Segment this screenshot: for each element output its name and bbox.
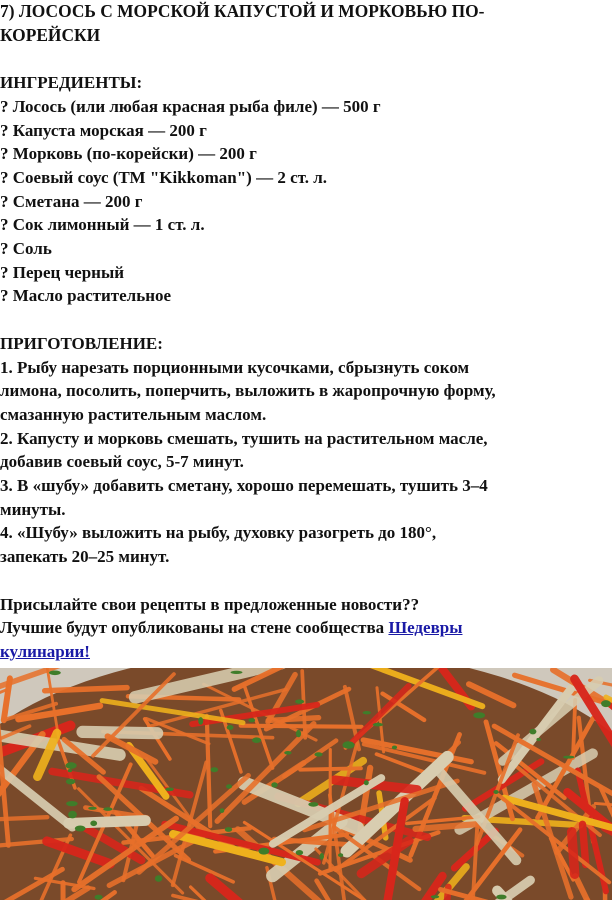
vegetable-strip [241,726,362,727]
salad-photo [0,668,612,900]
salad-photo-illustration [0,668,612,900]
recipe-title-line-2: КОРЕЙСКИ [0,24,101,45]
herb-leaf [431,895,439,898]
preparation-line: лимона, посолить, поперчить, выложить в жаропрочную форму, [0,381,496,401]
herb-leaf [473,712,485,718]
vegetable-strip [573,700,575,758]
herb-leaf [225,827,232,832]
herb-leaf [66,762,77,769]
herb-leaf [373,723,383,727]
preparation-line: запекать 20–25 минут. [0,547,170,567]
herb-leaf [95,895,103,900]
blank-line [0,308,612,332]
preparation-heading: ПРИГОТОВЛЕНИЕ: [0,333,163,353]
herb-leaf [220,808,225,813]
herb-leaf [496,895,506,900]
herb-leaf [75,826,86,832]
herb-leaf [155,875,162,882]
salad-base [0,668,612,900]
herb-leaf [252,737,261,743]
preparation-line: 2. Капусту и морковь смешать, тушить на растительном масле, [0,428,488,448]
herb-leaf [198,717,203,725]
vegetable-strip [45,688,127,691]
herb-leaf [49,671,61,676]
herb-leaf [231,671,243,674]
preparation-line: 1. Рыбу нарезать порционными кусочками, сбрызнуть соком [0,357,470,377]
herb-leaf [343,741,355,749]
herb-leaf [392,746,397,750]
community-link[interactable]: Шедевры [388,618,463,638]
blank-line [0,47,612,71]
herb-leaf [66,801,78,806]
herb-leaf [338,853,343,857]
ingredient-item: ? Сок лимонный — 1 ст. л. [0,215,205,235]
herb-leaf [88,807,97,810]
herb-leaf [227,725,234,730]
preparation-line: 4. «Шубу» выложить на рыбу, духовку разогреть до 180°, [0,523,437,543]
preparation-line: минуты. [0,499,66,519]
herb-leaf [308,802,318,807]
vegetable-strip [583,824,586,864]
herb-leaf [493,790,498,794]
ingredient-item: ? Соевый соус (ТМ "Kikkoman") — 2 ст. л. [0,167,327,187]
preparation-line: добавив соевый соус, 5-7 минут. [0,452,244,472]
footer-community-text: Лучшие будут опубликованы на стене сообщества [0,618,389,638]
herb-leaf [165,788,174,792]
herb-leaf [284,751,291,755]
herb-leaf [90,821,97,827]
preparation-line: смазанную растительным маслом. [0,404,267,424]
community-link-continued[interactable]: кулинарии! [0,641,90,661]
herb-leaf [363,711,371,714]
ingredient-item: ? Соль [0,239,52,259]
herb-leaf [103,807,112,811]
footer-invite-line: Присылайте свои рецепты в предложенные новости?? [0,594,420,614]
ingredient-item: ? Сметана — 200 г [0,191,143,211]
herb-leaf [364,780,369,785]
herb-leaf [529,729,536,735]
herb-leaf [563,756,574,759]
herb-leaf [295,699,304,703]
ingredient-item: ? Масло растительное [0,286,172,306]
herb-leaf [536,738,541,741]
recipe-title-line-1: 7) ЛОСОСЬ С МОРСКОЙ КАПУСТОЙ И МОРКОВЬЮ ПО- [0,1,485,21]
vegetable-strip [83,732,158,733]
herb-leaf [601,700,611,707]
ingredient-item: ? Капуста морская — 200 г [0,120,207,140]
herb-leaf [68,769,72,772]
ingredient-item: ? Морковь (по-корейски) — 200 г [0,144,257,164]
vegetable-strip [69,821,146,824]
herb-leaf [320,853,324,860]
herb-leaf [68,811,77,819]
herb-leaf [249,718,256,722]
herb-leaf [66,779,75,785]
ingredients-heading: ИНГРЕДИЕНТЫ: [0,73,143,93]
blank-line [0,569,612,593]
herb-leaf [296,850,303,855]
footer-community-line [0,616,612,640]
herb-leaf [259,848,270,855]
herb-leaf [314,752,322,756]
ingredient-item: ? Перец черный [0,262,125,282]
herb-leaf [271,782,277,787]
herb-leaf [296,730,301,737]
footer-community-line-2 [0,640,612,664]
ingredient-item: ? Лосось (или любая красная рыба филе) — 500 г [0,96,381,116]
vegetable-strip [572,832,575,875]
herb-leaf [226,784,232,788]
herb-leaf [211,767,219,772]
preparation-line: 3. В «шубу» добавить сметану, хорошо перемешать, тушить 3–4 [0,476,488,496]
